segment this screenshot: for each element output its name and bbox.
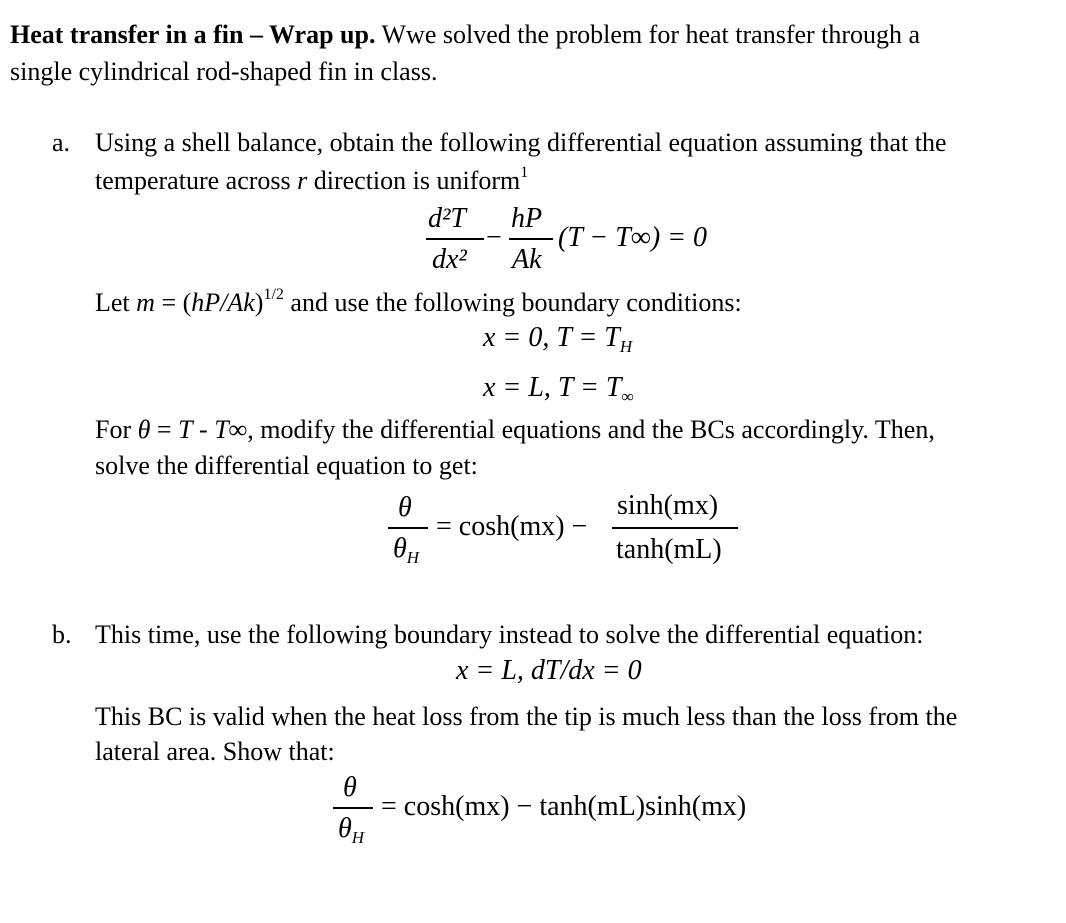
for-T: T — [178, 415, 193, 444]
eq2-den2: tanh(mL) — [616, 534, 722, 565]
part-b-line1: This time, use the following boundary instead to solve the differential equation: — [95, 620, 924, 649]
eq2-num2: sinh(mx) — [617, 490, 719, 521]
footnote-mark: 1 — [520, 164, 529, 181]
eq1-rest: (T − T∞) = 0 — [558, 222, 708, 253]
eq2-bar1 — [388, 527, 428, 529]
variable-m: m — [136, 288, 155, 317]
for-eq: = — [150, 415, 179, 444]
problem-title: Heat transfer in a fin – Wrap up. — [10, 20, 376, 49]
bc1-text: x = 0, T = T — [483, 322, 620, 353]
for-post: , modify the differential equations and the BCs accordingly. Then, — [247, 415, 935, 444]
part-b-marker: b. — [52, 620, 72, 649]
for-mid: - — [192, 415, 215, 444]
let-close: ) — [254, 288, 264, 317]
eq1-den1: dx² — [432, 244, 467, 275]
eq3-den-sub: H — [351, 828, 365, 847]
eq3-den — [338, 813, 364, 848]
eq3-rhs: = cosh(mx) − tanh(mL)sinh(mx) — [381, 791, 747, 822]
for-Tinf: T∞ — [214, 415, 248, 444]
part-a-line2-post: direction is uniform — [307, 166, 521, 195]
bc1-sub: H — [619, 337, 633, 356]
let-m-line — [95, 286, 742, 318]
eq2-den-theta: θ — [393, 533, 407, 564]
eq1-bar1 — [426, 238, 484, 240]
for-theta-line1 — [95, 415, 935, 445]
intro-paragraph — [10, 20, 920, 50]
let-post: and use the following boundary conditions: — [283, 288, 742, 317]
eq1-bar2 — [509, 238, 553, 240]
part-b-line2: This BC is valid when the heat loss from the tip is much less than the loss from the — [95, 702, 958, 731]
variable-r: r — [297, 166, 308, 195]
intro-text-line2: single cylindrical rod-shaped fin in class. — [10, 57, 438, 86]
eq3-num: θ — [343, 772, 357, 803]
let-expr: hP/Ak — [191, 288, 255, 317]
bc2-sub: ∞ — [621, 387, 634, 406]
let-pre: Let — [95, 288, 137, 317]
eq1-minus: − — [486, 222, 502, 253]
part-a-line2 — [95, 164, 528, 196]
part-b-boundary-condition: x = L, dT/dx = 0 — [456, 655, 642, 686]
intro-text-line1: Wwe solved the problem for heat transfer through a — [375, 20, 921, 49]
eq2-bar2 — [612, 527, 738, 529]
eq2-den — [393, 533, 419, 568]
eq1-num1: d²T — [428, 203, 466, 234]
eq3-bar — [333, 807, 373, 809]
boundary-condition-1 — [483, 322, 632, 357]
for-pre: For — [95, 415, 138, 444]
eq2-mid: = cosh(mx) − — [436, 511, 588, 542]
let-eq: = ( — [154, 288, 192, 317]
eq1-num2: hP — [511, 203, 543, 234]
part-b-line3: lateral area. Show that: — [95, 737, 335, 766]
theta-symbol: θ — [137, 415, 151, 444]
for-theta-line2: solve the differential equation to get: — [95, 451, 478, 480]
boundary-condition-2 — [483, 372, 634, 407]
eq3-den-theta: θ — [338, 813, 352, 844]
eq2-den-sub: H — [406, 548, 420, 567]
let-exponent: 1/2 — [263, 286, 284, 303]
part-a-marker: a. — [52, 128, 71, 157]
part-a-line1: Using a shell balance, obtain the following differential equation assuming that the — [95, 128, 947, 157]
eq2-num: θ — [398, 492, 412, 523]
part-a-line2-pre: temperature across — [95, 166, 298, 195]
eq1-den2: Ak — [512, 244, 542, 275]
bc2-text: x = L, T = T — [483, 372, 622, 403]
